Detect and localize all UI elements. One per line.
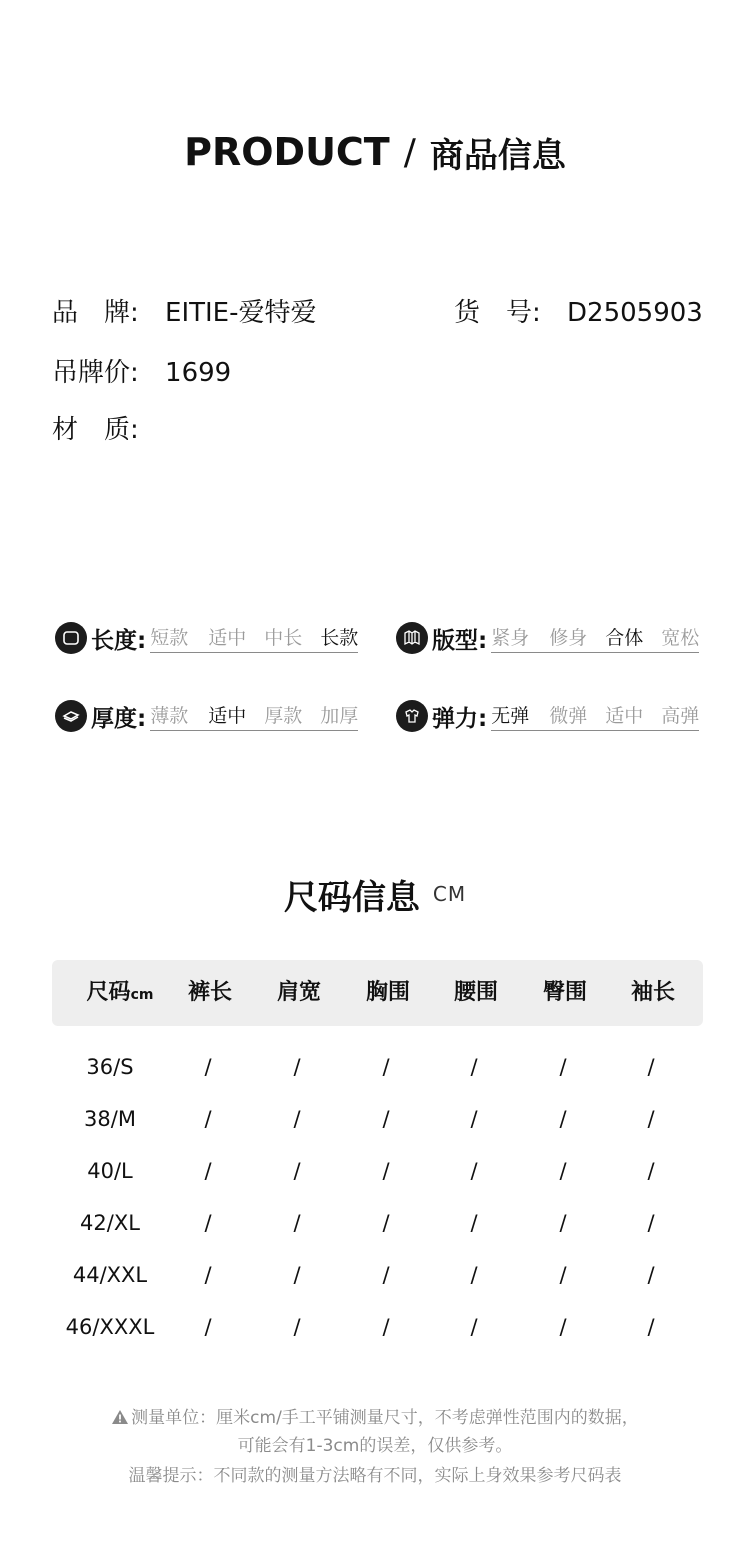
- attr-length-label: 长度:: [91, 627, 147, 654]
- size-row-value: /: [470, 1055, 478, 1079]
- size-row-value: /: [470, 1263, 478, 1287]
- size-row-value: /: [382, 1159, 390, 1183]
- size-col-header-unit: cm: [130, 987, 154, 1003]
- attr-elasticity-option: 适中: [605, 705, 644, 727]
- size-row-value: /: [470, 1315, 478, 1339]
- attr-fit-option-selected: 合体: [605, 627, 644, 649]
- attr-length-option: 适中: [208, 627, 247, 649]
- attr-thickness: [55, 698, 358, 734]
- header-title-zh: 商品信息: [429, 135, 566, 176]
- brand-value: EITIE-爱特爱: [165, 298, 317, 328]
- note-line-3: 温馨提示：不同款的测量方法略有不同，实际上身效果参考尺码表: [128, 1466, 622, 1486]
- attr-fit: [396, 620, 699, 656]
- size-row-label: 36/S: [86, 1055, 134, 1079]
- size-row-value: /: [559, 1315, 567, 1339]
- size-row-value: /: [293, 1107, 301, 1131]
- size-row-value: /: [204, 1315, 212, 1339]
- size-row-value: /: [647, 1263, 655, 1287]
- size-row-value: /: [382, 1055, 390, 1079]
- size-row-value: /: [382, 1315, 390, 1339]
- size-row-value: /: [647, 1055, 655, 1079]
- size-row-value: /: [470, 1159, 478, 1183]
- attr-fit-option: 修身: [549, 627, 588, 649]
- chest-col-header: 胸围: [365, 980, 410, 1005]
- shoulder-col-header: 肩宽: [276, 980, 321, 1005]
- size-title-text: 尺码信息: [283, 878, 420, 918]
- attr-thickness-option-selected: 适中: [208, 705, 247, 727]
- size-row-value: /: [559, 1107, 567, 1131]
- size-row-label: 46/XXXL: [65, 1315, 155, 1339]
- note-line-1: [0, 1403, 750, 1428]
- attr-elasticity-options: [491, 701, 699, 731]
- attr-elasticity-label: 弹力:: [432, 705, 488, 732]
- size-row-value: /: [293, 1315, 301, 1339]
- size-row-label: 40/L: [87, 1159, 133, 1183]
- size-row-value: /: [647, 1107, 655, 1131]
- size-row-label: 38/M: [84, 1107, 136, 1131]
- size-row-value: /: [559, 1159, 567, 1183]
- pants-length-col-header: 裤长: [187, 980, 232, 1005]
- warning-icon: [111, 1409, 129, 1425]
- size-row-value: /: [204, 1159, 212, 1183]
- size-col-header: [70, 960, 170, 1026]
- attr-elasticity-option: 微弹: [549, 705, 588, 727]
- size-row-value: /: [293, 1159, 301, 1183]
- size-row-value: /: [204, 1055, 212, 1079]
- fit-icon: [396, 622, 428, 654]
- size-row-value: /: [470, 1107, 478, 1131]
- sleeve-col-header: 袖长: [630, 980, 675, 1005]
- size-table-header: [52, 960, 703, 1026]
- size-row-value: /: [293, 1263, 301, 1287]
- size-row-value: /: [293, 1055, 301, 1079]
- attr-thickness-label: 厚度:: [91, 705, 147, 732]
- attr-length-option: 短款: [150, 627, 189, 649]
- price-row: [52, 352, 231, 389]
- size-row-value: /: [470, 1211, 478, 1235]
- material-row: [52, 409, 165, 446]
- size-row-value: /: [382, 1107, 390, 1131]
- size-section-title: [0, 870, 750, 919]
- attr-elasticity: [396, 698, 699, 734]
- attr-fit-option: 紧身: [491, 627, 530, 649]
- size-row-value: /: [559, 1055, 567, 1079]
- size-row-value: /: [204, 1263, 212, 1287]
- attr-fit-option: 宽松: [661, 627, 700, 649]
- attr-length-options: [150, 623, 358, 653]
- size-row-value: /: [382, 1263, 390, 1287]
- thickness-icon: [55, 700, 87, 732]
- size-row-value: /: [204, 1211, 212, 1235]
- price-label: 吊牌价:: [52, 358, 139, 388]
- attr-length-option-selected: 长款: [320, 627, 359, 649]
- size-row-label: 44/XXL: [72, 1263, 148, 1287]
- size-row-value: /: [559, 1211, 567, 1235]
- material-label: 材 质:: [52, 415, 139, 445]
- attr-fit-options: [491, 623, 699, 653]
- header-title-en: PRODUCT: [184, 130, 390, 174]
- attr-length-option: 中长: [264, 627, 303, 649]
- size-row-label: 42/XL: [80, 1211, 140, 1235]
- code-row: [454, 292, 703, 329]
- code-label: 货 号:: [454, 298, 541, 328]
- size-col-header-label: 尺码: [86, 980, 131, 1005]
- note-text-1: 测量单位：厘米cm/手工平铺测量尺寸，不考虑弹性范围内的数据，: [131, 1408, 639, 1428]
- attr-thickness-options: [150, 701, 358, 731]
- elasticity-icon: [396, 700, 428, 732]
- size-row-value: /: [647, 1159, 655, 1183]
- waist-col-header: 腰围: [453, 980, 498, 1005]
- code-value: D2505903: [567, 298, 703, 328]
- size-row-value: /: [293, 1211, 301, 1235]
- brand-label: 品 牌:: [52, 298, 139, 328]
- attr-thickness-option: 厚款: [264, 705, 303, 727]
- length-icon: [55, 622, 87, 654]
- brand-row: [52, 292, 317, 329]
- size-row-value: /: [559, 1263, 567, 1287]
- size-row-value: /: [382, 1211, 390, 1235]
- attr-elasticity-option-selected: 无弹: [491, 705, 530, 727]
- attr-length: [55, 620, 358, 656]
- note-line-2: 可能会有1-3cm的误差，仅供参考。: [237, 1436, 513, 1456]
- attr-elasticity-option: 高弹: [661, 705, 700, 727]
- header-divider: /: [403, 131, 416, 173]
- size-row-value: /: [647, 1211, 655, 1235]
- attr-thickness-option: 加厚: [320, 705, 359, 727]
- size-row-value: /: [204, 1107, 212, 1131]
- size-title-unit: CM: [432, 882, 467, 906]
- size-row-value: /: [647, 1315, 655, 1339]
- hip-col-header: 臀围: [542, 980, 587, 1005]
- attr-thickness-option: 薄款: [150, 705, 189, 727]
- page-header: [0, 122, 750, 182]
- attr-fit-label: 版型:: [432, 627, 488, 654]
- price-value: 1699: [165, 358, 232, 388]
